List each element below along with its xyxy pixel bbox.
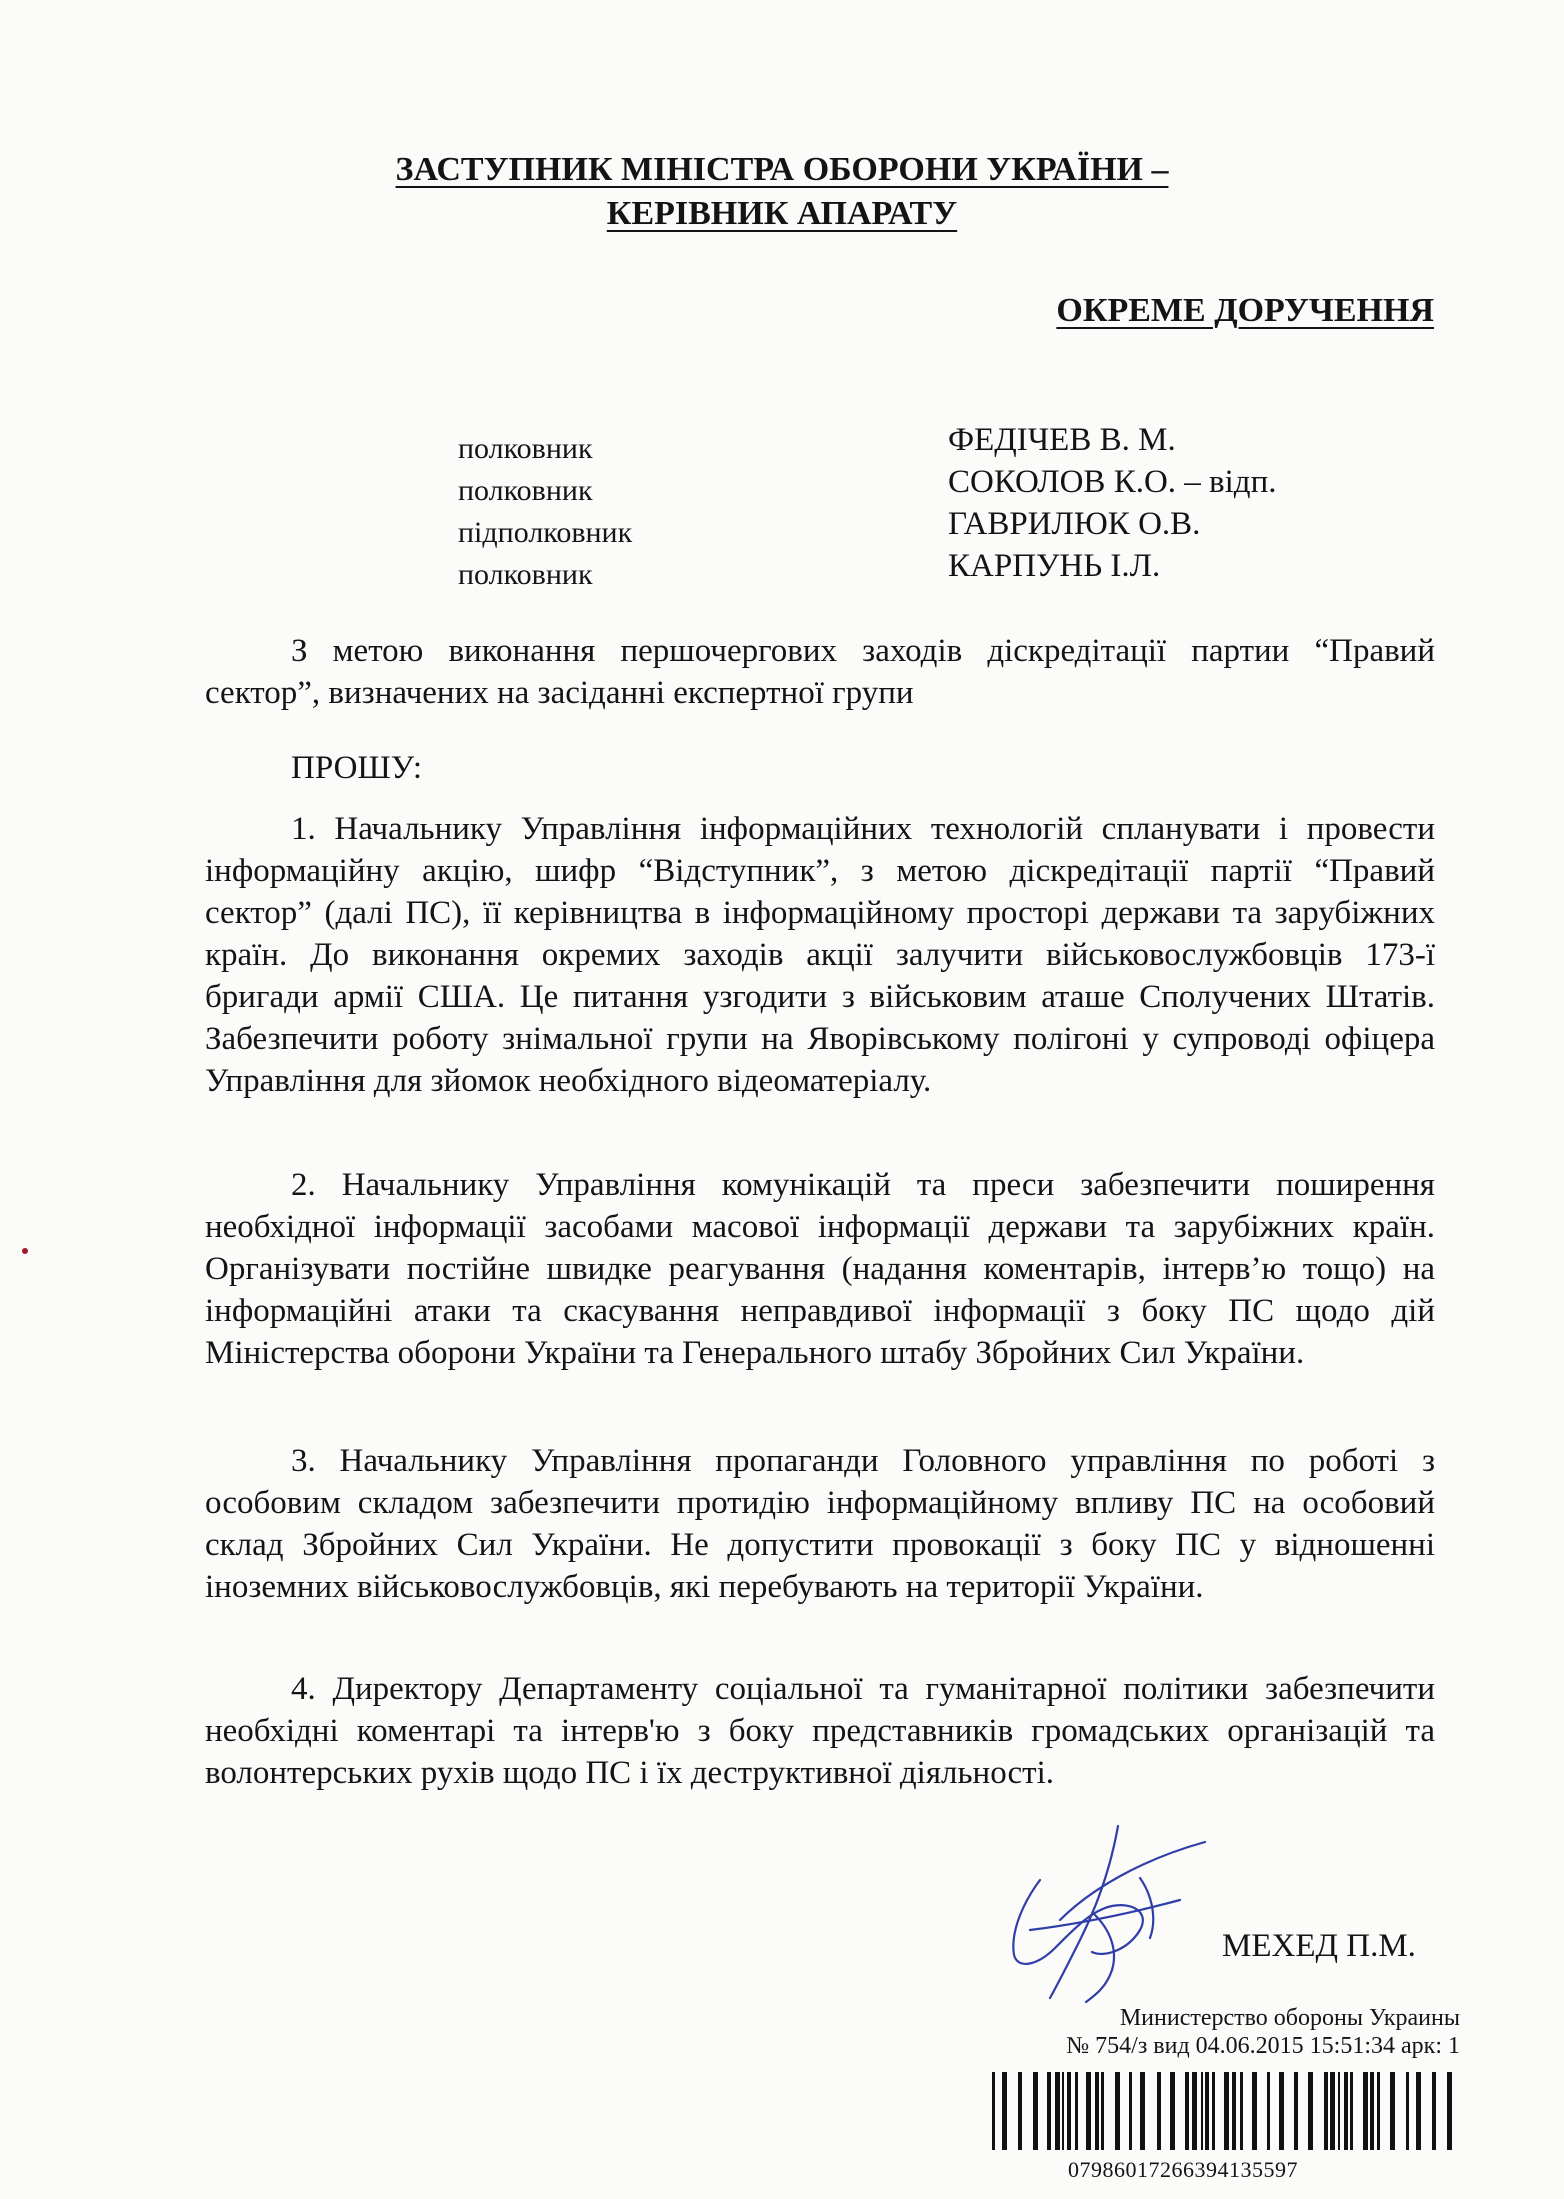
- item-paragraph-3: 3. Начальнику Управління пропаганди Головного управління по роботі з особовим складом забезпечити протидію інформаційному впливу ПС на особовий склад Збройних Сил України. Не допустити провокації з боку ПС у відношенні іноземних військовослужбовців, які перебувають на території України.: [205, 1443, 1435, 1605]
- request-word: ПРОШУ:: [291, 750, 422, 786]
- registration-stamp: [990, 2004, 1460, 2060]
- barcode-bar: [1267, 2072, 1270, 2150]
- barcode-bar: [1055, 2072, 1060, 2150]
- barcode-bar: [1432, 2072, 1436, 2150]
- barcode-bar: [1140, 2072, 1145, 2150]
- recipient-rank: полковник: [458, 432, 593, 465]
- recipient-row: [458, 422, 1398, 464]
- document-header: [0, 148, 1564, 236]
- barcode-bar: [1002, 2072, 1007, 2150]
- barcode-bar: [1115, 2072, 1120, 2150]
- barcode-bar: [1232, 2072, 1236, 2150]
- barcode-bar: [992, 2072, 995, 2150]
- barcode-bar: [1170, 2072, 1175, 2150]
- barcode-bar: [1406, 2072, 1409, 2150]
- barcode-bar: [1157, 2072, 1161, 2150]
- barcode-bar: [1095, 2072, 1099, 2150]
- header-line-1: ЗАСТУПНИК МІНІСТРА ОБОРОНИ УКРАЇНИ –: [395, 151, 1169, 188]
- barcode-bar: [1416, 2072, 1421, 2150]
- recipient-row: [458, 506, 1398, 548]
- signatory-name: МЕХЕД П.М.: [1222, 1928, 1416, 1964]
- ink-mark: [22, 1248, 28, 1254]
- barcode-bar: [1101, 2072, 1104, 2150]
- recipient-name: ГАВРИЛЮК О.В.: [948, 506, 1201, 542]
- recipient-name: ФЕДІЧЕВ В. М.: [948, 422, 1176, 458]
- barcode-bar: [1033, 2072, 1038, 2150]
- barcode-number: 07986017266394135597: [1068, 2157, 1298, 2182]
- barcode-bar: [1344, 2072, 1348, 2150]
- barcode-bar: [1330, 2072, 1335, 2150]
- barcode-bar: [1294, 2072, 1298, 2150]
- barcode-bar: [1062, 2072, 1064, 2150]
- recipients-list: [458, 422, 1398, 590]
- recipient-name: КАРПУНЬ І.Л.: [948, 548, 1161, 584]
- recipient-name: СОКОЛОВ К.О. – відп.: [948, 464, 1277, 500]
- barcode-bar: [1047, 2072, 1051, 2150]
- stamp-registration: № 754/з вид 04.06.2015 15:51:34 арк: 1: [1066, 2033, 1460, 2059]
- barcode-bar: [1018, 2072, 1022, 2150]
- item-paragraph-2: 2. Начальнику Управління комунікацій та преси забезпечити поширення необхідної інформації засобами масової інформації держави та зарубіжних країн. Організувати постійне швидке реагування (надання коментарів, інтерв’ю тощо) на інформаційні атаки та скасування неправдивої інформації з боку ПС щодо дій Міністерства оборони України та Генерального штабу Збройних Сил України.: [205, 1167, 1435, 1371]
- item-paragraph-1: 1. Начальнику Управління інформаційних технологій спланувати і провести інформаційну акцію, шифр “Відступник”, з метою діскредітації партії “Правий сектор” (далі ПС), її керівництва в інформаційному просторі держави та зарубіжних країн. До виконання окремих заходів акції залучити військовослужбовців 173-ї бригади армії США. Це питання узгодити з військовим аташе Сполучених Штатів. Забезпечити роботу знімальної групи на Яворівському полігоні у супроводі офіцера Управління для зйомок необхідного відеоматеріалу.: [205, 811, 1435, 1099]
- barcode-bar: [1192, 2072, 1197, 2150]
- item-paragraph-4: 4. Директору Департаменту соціальної та гуманітарної політики забезпечити необхідні коментарі та інтерв'ю з боку представників громадських організацій та волонтерських рухів щодо ПС і їх деструктивної діяльності.: [205, 1671, 1435, 1791]
- recipient-rank: полковник: [458, 558, 593, 591]
- recipient-rank: підполковник: [458, 516, 633, 549]
- barcode-bar: [1447, 2072, 1452, 2150]
- intro-paragraph: З метою виконання першочергових заходів діскредітації партии “Правий сектор”, визначених на засіданні експертної групи: [205, 633, 1435, 711]
- barcode-bar: [1201, 2072, 1203, 2150]
- barcode-bar: [1308, 2072, 1313, 2150]
- barcode-bar: [1129, 2072, 1132, 2150]
- recipient-rank: полковник: [458, 474, 593, 507]
- barcode-bar: [1377, 2072, 1380, 2150]
- recipient-row: [458, 548, 1398, 590]
- header-line-2: КЕРІВНИК АПАРАТУ: [606, 195, 958, 232]
- handwritten-signature: [1000, 1820, 1230, 2010]
- document-type: ОКРЕМЕ ДОРУЧЕННЯ: [1056, 292, 1434, 329]
- barcode-bar: [1205, 2072, 1209, 2150]
- barcode-bar: [1370, 2072, 1374, 2150]
- barcode-bar: [1185, 2072, 1189, 2150]
- barcode-bar: [1324, 2072, 1328, 2150]
- barcode-bar: [1279, 2072, 1284, 2150]
- barcode-bar: [1390, 2072, 1395, 2150]
- barcode-bar: [1212, 2072, 1215, 2150]
- barcode: [992, 2072, 1462, 2152]
- barcode-bar: [1075, 2072, 1078, 2150]
- barcode-bar: [1252, 2072, 1257, 2150]
- barcode-bar: [1338, 2072, 1340, 2150]
- barcode-bar: [1240, 2072, 1243, 2150]
- recipient-row: [458, 464, 1398, 506]
- barcode-bar: [1067, 2072, 1071, 2150]
- barcode-bar: [1350, 2072, 1353, 2150]
- barcode-bar: [1363, 2072, 1368, 2150]
- stamp-ministry: Министерство обороны Украины: [1119, 2005, 1460, 2031]
- barcode-bar: [1224, 2072, 1229, 2150]
- barcode-bar: [1086, 2072, 1091, 2150]
